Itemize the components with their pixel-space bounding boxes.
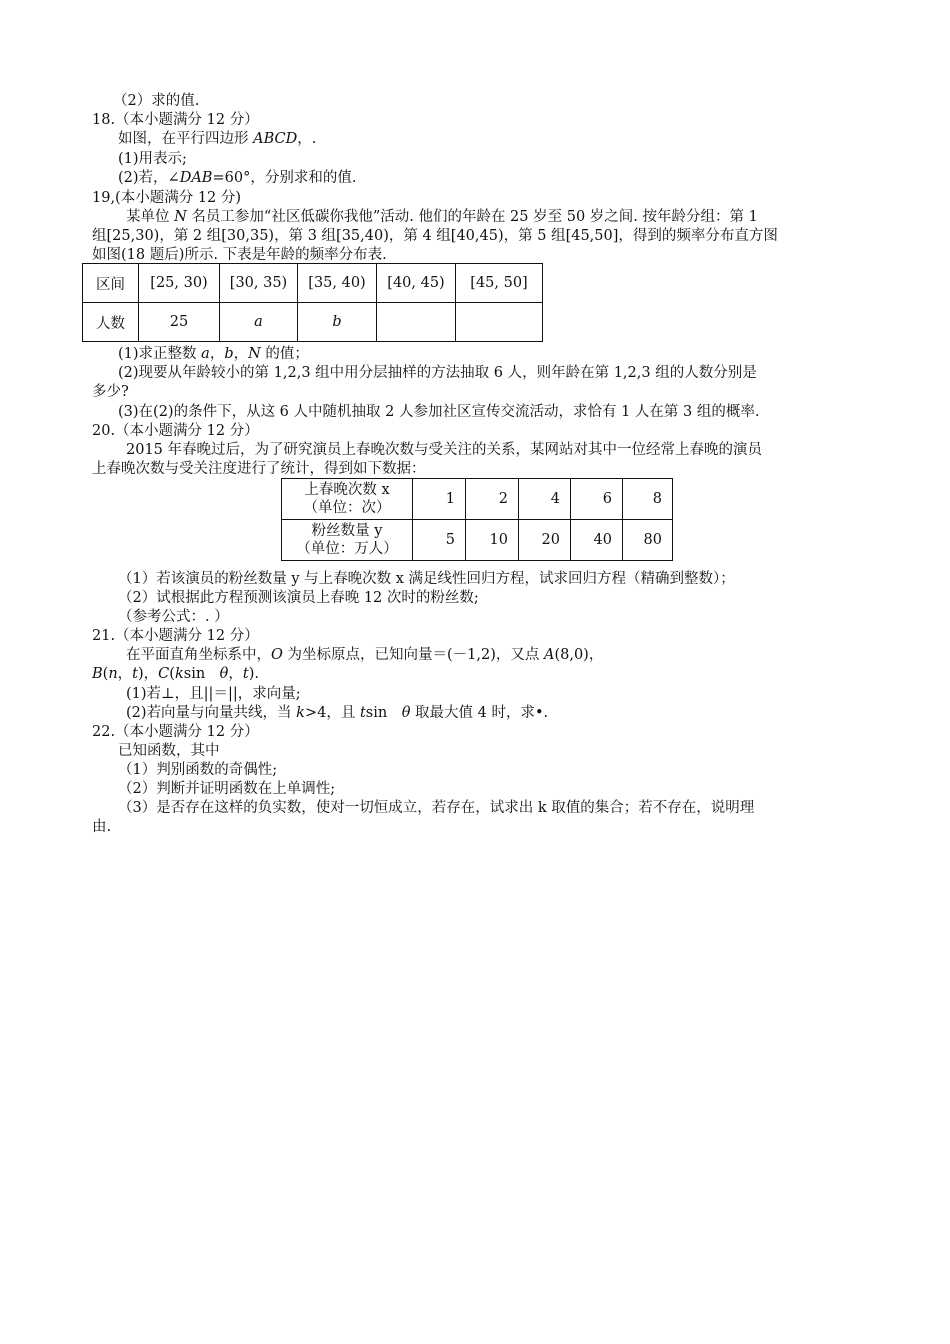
q22-heading: 22.（本小题满分 12 分）: [92, 724, 259, 740]
q19-line1: 某单位 N 名员工参加“社区低碳你我他”活动. 他们的年龄在 25 岁至 50 岁之间. 按年龄分组：第 1: [126, 209, 758, 225]
table-cell: [456, 303, 543, 342]
q21-line1: 在平面直角坐标系中，O 为坐标原点，已知向量＝(－1,2)，又点 A(8,0)，: [126, 647, 604, 663]
q19-part3: (3)在(2)的条件下，从这 6 人中随机抽取 2 人参加社区宣传交流活动，求恰有 1 人在第 3 组的概率.: [118, 404, 760, 420]
q19-heading: 19,(本小题满分 12 分): [92, 190, 242, 206]
table-cell: 20: [519, 520, 571, 561]
table-cell: [25, 30): [139, 264, 220, 303]
table-cell: 上春晚次数 x （单位：次）: [282, 479, 413, 520]
q19-line2: 组[25,30)，第 2 组[30,35)，第 3 组[35,40)，第 4 组[40,45)，第 5 组[45,50]，得到的频率分布直方图: [92, 228, 778, 244]
q18-part2: (2)若，∠DAB=60°，分别求和的值.: [118, 170, 357, 186]
q20-reference: （参考公式：. ）: [118, 609, 229, 625]
q22-part3-cont: 由.: [92, 819, 112, 835]
q19-line3: 如图(18 题后)所示. 下表是年龄的频率分布表.: [92, 247, 387, 263]
q20-line1: 2015 年春晚过后，为了研究演员上春晚次数与受关注的关系，某网站对其中一位经常上春晚的演员: [126, 442, 763, 458]
q20-part2: （2）试根据此方程预测该演员上春晚 12 次时的粉丝数;: [118, 590, 479, 606]
table-cell: 8: [623, 479, 673, 520]
q19-part2-cont: 多少?: [92, 384, 129, 400]
table-cell: a: [220, 303, 298, 342]
appearance-fans-table: [281, 478, 673, 561]
table-cell: 5: [413, 520, 466, 561]
q20-line2: 上春晚次数与受关注度进行了统计，得到如下数据：: [92, 461, 426, 477]
table-row: [282, 520, 673, 561]
table-cell: [30, 35): [220, 264, 298, 303]
table-cell: 80: [623, 520, 673, 561]
table-cell: 40: [571, 520, 623, 561]
table-cell: 1: [413, 479, 466, 520]
table-cell: 25: [139, 303, 220, 342]
q20-part1: （1）若该演员的粉丝数量 y 与上春晚次数 x 满足线性回归方程，试求回归方程（精确到整数）；: [118, 571, 735, 587]
table-cell: 4: [519, 479, 571, 520]
table-cell: 区间: [83, 264, 139, 303]
table-cell: b: [298, 303, 377, 342]
table-cell: 6: [571, 479, 623, 520]
q18-part1: (1)用表示;: [118, 151, 187, 167]
q22-part3: （3）是否存在这样的负实数，使对一切恒成立，若存在，试求出 k 取值的集合；若不存在，说明理: [118, 800, 755, 816]
table-row: [83, 303, 543, 342]
q21-part1: (1)若⊥，且||＝||，求向量;: [126, 686, 301, 702]
table-cell: [35, 40): [298, 264, 377, 303]
table-cell: [40, 45): [377, 264, 456, 303]
q22-part2: （2）判断并证明函数在上单调性;: [118, 781, 336, 797]
table-cell: [45, 50]: [456, 264, 543, 303]
q22-line1: 已知函数，其中: [118, 743, 220, 759]
table-cell: 2: [466, 479, 519, 520]
table-cell: [377, 303, 456, 342]
table-row: [83, 264, 543, 303]
table-cell: 10: [466, 520, 519, 561]
q20-heading: 20.（本小题满分 12 分）: [92, 423, 259, 439]
q19-part1: (1)求正整数 a，b，N 的值；: [118, 346, 309, 362]
q18-intro: 如图，在平行四边形 ABCD，.: [118, 131, 317, 147]
q22-part1: （1）判别函数的奇偶性;: [118, 762, 278, 778]
table-cell: 粉丝数量 y （单位：万人）: [282, 520, 413, 561]
table-cell: 人数: [83, 303, 139, 342]
age-frequency-table: [82, 263, 543, 342]
q21-part2: (2)若向量与向量共线，当 k>4，且 tsin θ 取最大值 4 时，求•.: [126, 705, 549, 721]
q18-heading: 18.（本小题满分 12 分）: [92, 112, 259, 128]
q17-part2: （2）求的值.: [113, 93, 200, 109]
q21-heading: 21.（本小题满分 12 分）: [92, 628, 259, 644]
q21-line2: B(n，t)，C(ksin θ，t).: [92, 666, 260, 682]
table-row: [282, 479, 673, 520]
q19-part2: (2)现要从年龄较小的第 1,2,3 组中用分层抽样的方法抽取 6 人，则年龄在第 1,2,3 组的人数分别是: [118, 365, 757, 381]
